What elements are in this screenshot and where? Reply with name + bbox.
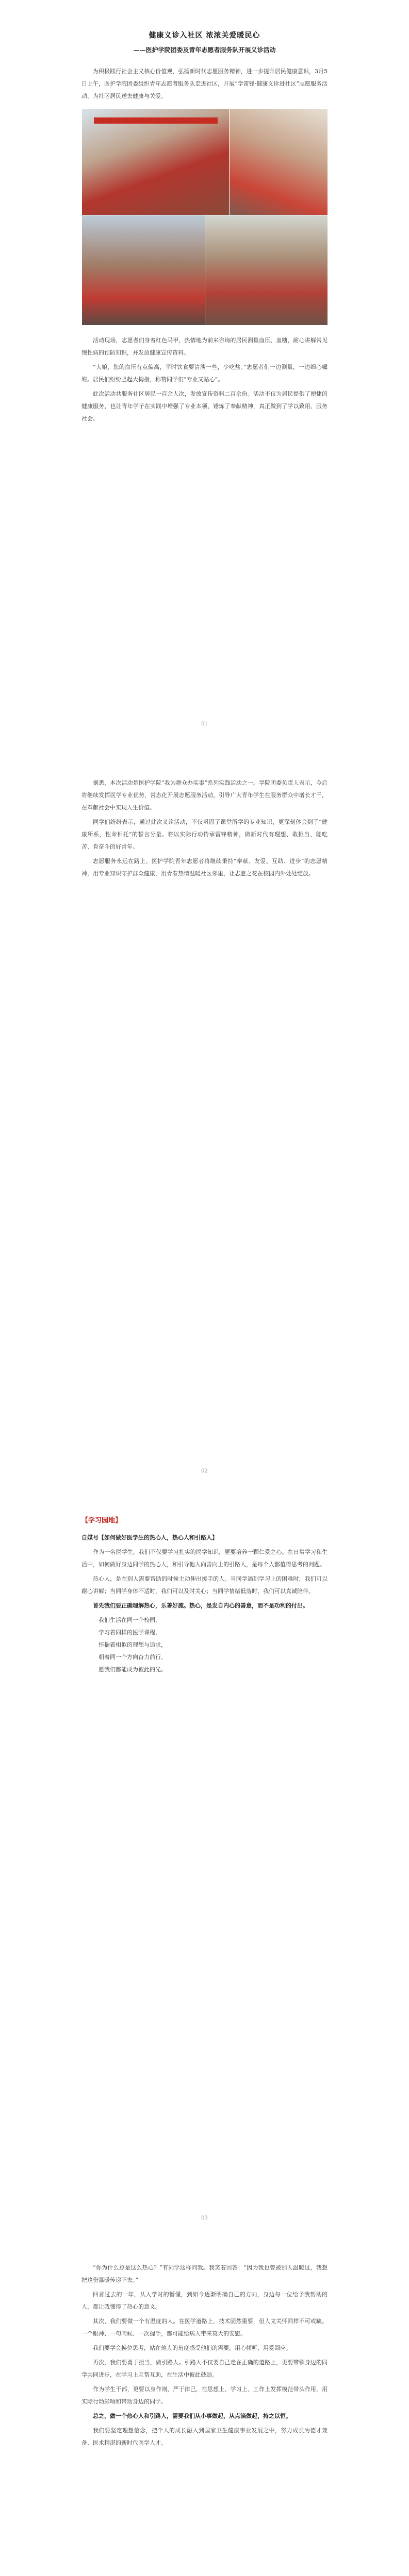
paragraph: “你为什么总是这么热心？”有同学这样问我。我笑着回答：“因为我也曾被别人温暖过，我想把这份温暖传递下去。” <box>81 2264 328 2283</box>
paragraph: 我们要坚定理想信念，把个人的成长融入到国家卫生健康事业发展之中，努力成长为德才兼备、医术精湛的新时代医学人才。 <box>81 2427 328 2446</box>
page-4 <box>0 2241 409 2576</box>
page-2 <box>0 747 409 1494</box>
paragraph: 为积极践行社会主义核心价值观，弘扬新时代志愿服务精神，进一步提升居民健康意识，3月5日上午，医护学院团委组织青年志愿者服务队走进社区，开展“学雷锋·健康义诊进社区”志愿服务活动，为社区居民送去健康与关爱。 <box>81 68 328 99</box>
paragraph: 作为一名医学生，我们不仅要学习扎实的医学知识，更要培养一颗仁爱之心。在日常学习和生活中，如何做好身边同学的热心人，和引导他人向善向上的引路人，是每个人都值得思考的问题。 <box>81 1549 328 1568</box>
poem-line: 愿我们都能成为彼此的光。 <box>99 1666 167 1673</box>
poem-line: 我们生活在同一个校园， <box>99 1617 161 1623</box>
bold-paragraph: 总之，做一个热心人和引路人，需要我们从小事做起，从点滴做起，持之以恒。 <box>93 2413 291 2419</box>
event-photo-collage <box>81 109 328 325</box>
paragraph: 热心人，是在别人需要帮助的时候主动伸出援手的人。当同学遇到学习上的困难时，我们可以耐心讲解；当同学身体不适时，我们可以及时关心；当同学情绪低落时，我们可以真诚陪伴。 <box>81 1575 328 1595</box>
event-photo <box>229 109 328 216</box>
section-tag: 【学习园地】 <box>81 1517 122 1524</box>
poem-line: 学习着同样的医学课程， <box>99 1629 161 1636</box>
page-2-content <box>81 777 328 882</box>
bold-paragraph: 首先我们要正确理解热心，乐善好施。热心，是发自内心的善意，而不是功利的付出。 <box>93 1602 308 1609</box>
page-4-content <box>81 2262 328 2451</box>
page-1 <box>0 0 409 747</box>
paragraph: 再次，我们要勇于担当，做引路人。引路人不仅要自己走在正确的道路上，更要带领身边的同学共同进步，在学习上互帮互助，在生活中彼此鼓励。 <box>81 2359 328 2378</box>
paragraph: 志愿服务永远在路上。医护学院青年志愿者将继续秉持“奉献、友爱、互助、进步”的志愿精神，用专业知识守护群众健康，用青春热情温暖社区邻里，让志愿之花在校园内外处处绽放。 <box>81 858 328 877</box>
paragraph: 据悉，本次活动是医护学院“我为群众办实事”系列实践活动之一。学院团委负责人表示，今后将继续发挥医学专业优势，常态化开展志愿服务活动，引导广大青年学生在服务群众中增长才干，在奉献社会中实现人生价值。 <box>81 779 328 811</box>
paragraph: 回首过去的一年，从入学时的懵懂，到如今逐渐明确自己的方向，身边每一位给予我帮助的人，都让我懂得了热心的意义。 <box>81 2291 328 2310</box>
paragraph: 此次活动共服务社区居民一百余人次，发放宣传资料二百余份。活动不仅为居民提供了便捷的健康服务，也让青年学子在实践中增强了专业本领，锤炼了奉献精神，真正做到了学以致用、服务社会。 <box>81 391 328 422</box>
page-number: 02 <box>201 1468 208 1474</box>
event-photo <box>81 215 206 325</box>
paragraph: 其次，我们要做一个有温度的人。在医学道路上，技术固然重要，但人文关怀同样不可或缺。一个眼神、一句问候、一次握手，都可能给病人带来莫大的安慰。 <box>81 2318 328 2337</box>
article-title: 健康义诊入社区 浓浓关爱暖民心 <box>149 31 260 40</box>
article-subtitle: ——医护学院团委及青年志愿者服务队开展义诊活动 <box>133 46 276 54</box>
page-3 <box>0 1494 409 2241</box>
paragraph: “大娘，您的血压有点偏高，平时饮食要清淡一些，少吃盐。”志愿者们一边测量，一边细心嘱咐。居民们纷纷竖起大拇指，称赞同学们“专业又贴心”。 <box>81 364 328 383</box>
paragraph: 同学们纷纷表示，通过此次义诊活动，不仅巩固了课堂所学的专业知识，更深刻体会到了“健康所系，性命相托”的誓言分量。将以实际行动传承雷锋精神，做新时代有理想、敢担当、能吃苦、肯奋斗的好青年。 <box>81 819 328 850</box>
poem-line: 怀揣着相似的理想与追求， <box>99 1641 167 1648</box>
page-3-content <box>81 1515 328 1676</box>
paragraph: 我们要学会换位思考，站在他人的角度感受他们的需要，用心倾听，用爱回应。 <box>93 2345 291 2351</box>
lead-label: 自媒号 <box>81 1534 99 1541</box>
page-number: 01 <box>201 721 208 727</box>
page-1-content <box>81 30 328 427</box>
page-number: 03 <box>201 2215 208 2221</box>
lead-line <box>81 1532 328 1544</box>
lead-text: 【如何做好医学生的热心人，热心人和引路人】 <box>99 1534 218 1541</box>
event-photo <box>205 215 328 325</box>
event-photo <box>81 109 230 216</box>
poem-line: 朝着同一个方向奋力前行。 <box>99 1654 167 1660</box>
paragraph: 作为学生干部，更要以身作则，严于律己，在思想上、学习上、工作上发挥模范带头作用，用实际行动影响和带动身边的同学。 <box>81 2386 328 2405</box>
paragraph: 活动现场，志愿者们身着红色马甲，热情地为前来咨询的居民测量血压、血糖，耐心讲解常见慢性病的预防知识，并发放健康宣传资料。 <box>81 337 328 356</box>
